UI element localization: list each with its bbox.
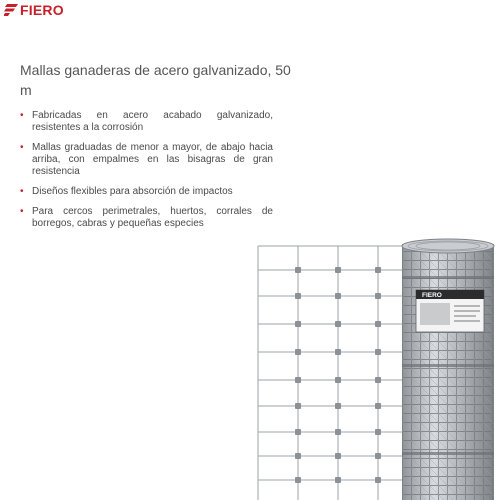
feature-item: • Para cercos perimetrales, huertos, corrales de borregos, cabras y pequeñas especies — [20, 206, 273, 230]
feature-item: • Mallas graduadas de menor a mayor, de abajo hacia arriba, con empalmes en las bisagras de gran resistencia — [20, 142, 273, 178]
product-title: Mallas ganaderas de acero galvanizado, 50 m — [20, 62, 291, 98]
feature-item: • Fabricadas en acero acabado galvanizado, resistentes a la corrosión — [20, 110, 273, 134]
product-label — [416, 290, 484, 332]
label-brand-text: FIERO — [422, 292, 442, 299]
feature-item: • Diseños flexibles para absorción de impactos — [20, 186, 273, 198]
brand-logo — [4, 3, 64, 17]
fiero-logo-icon — [4, 4, 18, 16]
feature-list — [20, 110, 273, 238]
wire-mesh-roll-image — [254, 238, 500, 500]
brand-name: FIERO — [20, 2, 64, 18]
